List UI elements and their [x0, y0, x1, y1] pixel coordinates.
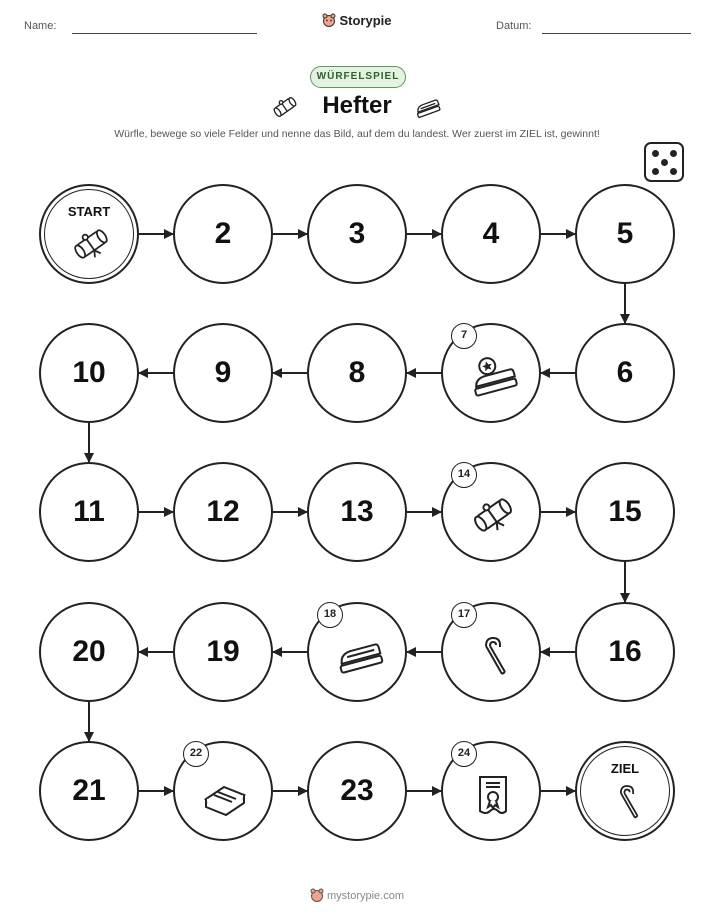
field-6[interactable] — [575, 323, 675, 423]
field-number: 11 — [73, 495, 105, 528]
brand-name: Storypie — [339, 13, 392, 28]
field-2[interactable] — [173, 184, 273, 284]
picture-field-7[interactable] — [441, 323, 541, 423]
field-11[interactable] — [39, 462, 139, 562]
field-10[interactable] — [39, 323, 139, 423]
field-9[interactable] — [173, 323, 273, 423]
footer-site[interactable]: mystorypie.com — [326, 890, 405, 902]
cane-icon — [468, 630, 518, 680]
stapler-star-icon — [468, 351, 518, 401]
field-number: 14 — [451, 462, 477, 488]
field-number: 15 — [608, 495, 642, 528]
field-8[interactable] — [307, 323, 407, 423]
field-16[interactable] — [575, 602, 675, 702]
field-number: 8 — [348, 356, 366, 389]
paper-stack-icon — [200, 769, 250, 819]
picture-field-18[interactable] — [307, 602, 407, 702]
stapler-icon — [334, 630, 384, 680]
game-type-badge: WÜRFELSPIEL — [310, 66, 406, 88]
start-label: START — [67, 204, 111, 219]
field-number: 13 — [340, 495, 374, 528]
field-13[interactable] — [307, 462, 407, 562]
field-number: 6 — [616, 356, 634, 389]
field-4[interactable] — [441, 184, 541, 284]
field-number: 5 — [616, 217, 634, 250]
field-5[interactable] — [575, 184, 675, 284]
name-label: Name: — [24, 20, 57, 32]
field-number: 18 — [317, 602, 343, 628]
field-number: 22 — [183, 741, 209, 767]
field-number: 21 — [72, 774, 106, 807]
picture-field-22[interactable] — [173, 741, 273, 841]
field-number: 10 — [72, 356, 106, 389]
field-23[interactable] — [307, 741, 407, 841]
field-number: 20 — [72, 635, 106, 668]
footer — [0, 888, 714, 902]
field-number: 19 — [206, 635, 240, 668]
field-number: 7 — [451, 323, 477, 349]
finish-label: ZIEL — [610, 761, 640, 776]
start-field[interactable] — [39, 184, 139, 284]
field-number: 3 — [348, 217, 366, 250]
cane-icon — [605, 779, 649, 823]
field-number: 2 — [214, 217, 232, 250]
date-label: Datum: — [496, 20, 532, 32]
picture-field-24[interactable] — [441, 741, 541, 841]
field-21[interactable] — [39, 741, 139, 841]
certificate-icon — [468, 769, 518, 819]
field-20[interactable] — [39, 602, 139, 702]
field-12[interactable] — [173, 462, 273, 562]
field-number: 17 — [451, 602, 477, 628]
picture-field-14[interactable] — [441, 462, 541, 562]
finish-field[interactable] — [575, 741, 675, 841]
field-3[interactable] — [307, 184, 407, 284]
field-number: 9 — [214, 356, 232, 389]
storypie-logo-icon — [310, 888, 324, 902]
field-number: 12 — [206, 495, 240, 528]
field-number: 4 — [482, 217, 500, 250]
field-15[interactable] — [575, 462, 675, 562]
scroll-icon — [69, 222, 113, 266]
field-19[interactable] — [173, 602, 273, 702]
field-number: 24 — [451, 741, 477, 767]
scroll-icon — [468, 490, 518, 540]
picture-field-17[interactable] — [441, 602, 541, 702]
page-title: Hefter — [322, 92, 392, 119]
instructions: Würfle, bewege so viele Felder und nenne das Bild, auf dem du landest. Wer zuerst im ZIEL ist, gewinnt! — [114, 128, 600, 140]
field-number: 23 — [340, 774, 374, 807]
field-number: 16 — [608, 635, 642, 668]
